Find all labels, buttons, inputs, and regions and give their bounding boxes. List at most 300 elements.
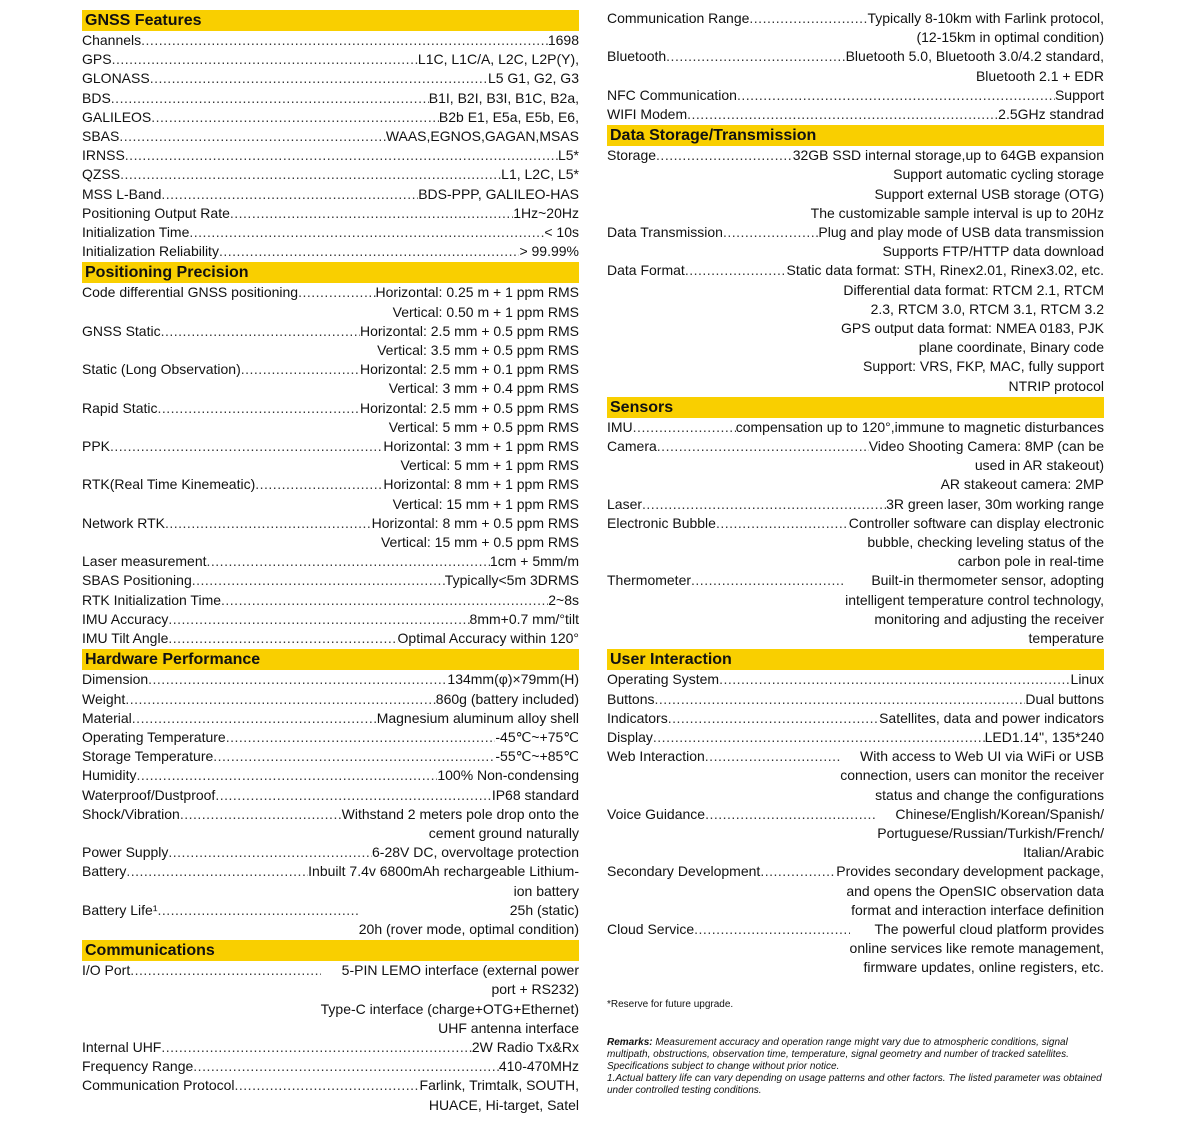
- spec-value-line: < 10s: [544, 224, 579, 241]
- dot-leader: [298, 283, 375, 302]
- spec-value-line: GPS output data format: NMEA 0183, PJK: [840, 320, 1104, 337]
- spec-label: Rapid Static: [82, 399, 158, 416]
- spec-value-line: cement ground naturally: [428, 824, 579, 841]
- spec-value-line: firmware updates, online registers, etc.: [863, 959, 1104, 976]
- dot-leader: [657, 437, 869, 456]
- spec-value: [736, 418, 1104, 437]
- spec-value: [495, 747, 579, 766]
- spec-value: [488, 69, 579, 88]
- spec-label: Waterproof/Dustproof: [82, 786, 216, 803]
- spec-row-battery: [82, 862, 579, 900]
- dot-leader: [219, 242, 519, 261]
- dot-leader: [656, 146, 793, 165]
- spec-value-line: 25h (static): [509, 901, 579, 918]
- spec-row-waterproof-dustproof: [82, 786, 579, 805]
- spec-label: Storage: [607, 147, 657, 164]
- spec-label: GALILEOS: [82, 108, 152, 125]
- dot-leader: [723, 223, 818, 242]
- spec-label: IMU Accuracy: [82, 610, 169, 627]
- spec-value-line: Differential data format: RTCM 2.1, RTCM: [843, 281, 1104, 298]
- spec-value-line: 3R green laser, 30m working range: [886, 495, 1104, 512]
- spec-value: [869, 437, 1104, 495]
- spec-row-initialization-time: [82, 223, 579, 242]
- spec-value-line: Support external USB storage (OTG): [874, 185, 1104, 202]
- spec-row-initialization-reliability: [82, 242, 579, 261]
- spec-value-line: Vertical: 0.50 m + 1 ppm RMS: [392, 303, 579, 320]
- spec-label: Camera: [607, 438, 657, 455]
- spec-value: [359, 901, 579, 939]
- dot-leader: [180, 805, 342, 824]
- spec-row-ppk: [82, 437, 579, 475]
- spec-row-communication-range: [607, 9, 1104, 47]
- spec-label: RTK(Real Time Kinemeatic): [82, 476, 256, 493]
- spec-row-network-rtk: [82, 514, 579, 552]
- spec-value: [849, 514, 1104, 572]
- dot-leader: [226, 728, 496, 747]
- spec-value: [846, 47, 1104, 85]
- spec-value: [490, 552, 579, 571]
- dot-leader: [719, 670, 1070, 689]
- dot-leader: [207, 552, 490, 571]
- spec-value: [377, 709, 579, 728]
- dot-leader: [213, 747, 495, 766]
- dot-leader: [125, 690, 435, 709]
- spec-value: [495, 728, 579, 747]
- spec-value-line: 2.5GHz standrad: [998, 106, 1104, 123]
- spec-value: [544, 223, 579, 242]
- spec-value: [1055, 86, 1104, 105]
- spec-value-line: 20h (rover mode, optimal condition): [358, 920, 579, 937]
- spec-value-line: Vertical: 15 mm + 1 ppm RMS: [392, 495, 579, 512]
- dot-leader: [642, 495, 886, 514]
- spec-row-imu: [607, 418, 1104, 437]
- spec-value-line: Satellites, data and power indicators: [879, 709, 1104, 726]
- dot-leader: [760, 862, 836, 881]
- spec-value: [398, 629, 579, 648]
- dot-leader: [749, 9, 867, 28]
- spec-value-line: Type-C interface (charge+OTG+Ethernet): [320, 1000, 579, 1017]
- dot-leader: [654, 690, 1025, 709]
- spec-label: Voice Guidance: [607, 805, 706, 822]
- spec-value: [1025, 690, 1104, 709]
- spec-row-battery-life: [82, 901, 579, 939]
- spec-label: Electronic Bubble: [607, 514, 716, 531]
- spec-label: Data Transmission: [607, 224, 723, 241]
- spec-value-line: Controller software can display electronic: [848, 514, 1104, 531]
- spec-label: Initialization Time: [82, 224, 190, 241]
- spec-label: Humidity: [82, 767, 137, 784]
- spec-label: Internal UHF: [82, 1038, 162, 1055]
- spec-row-laser-measurement: [82, 552, 579, 571]
- spec-value-line: Supports FTP/HTTP data download: [882, 243, 1104, 260]
- dot-leader: [157, 399, 359, 418]
- spec-value-line: 2W Radio Tx&Rx: [471, 1038, 579, 1055]
- footnote: *Reserve for future upgrade.: [607, 998, 734, 1010]
- spec-label: Channels: [82, 32, 142, 48]
- spec-value: [879, 709, 1104, 728]
- spec-value-line: Support automatic cycling storage: [893, 166, 1104, 183]
- spec-row-cloud-service: [607, 920, 1104, 978]
- spec-row-humidity: [82, 766, 579, 785]
- spec-value-line: > 99.99%: [519, 243, 579, 260]
- spec-value-line: ion battery: [513, 882, 579, 899]
- spec-value-line: 1698: [547, 32, 579, 48]
- spec-row-laser: [607, 495, 1104, 514]
- spec-value-line: Linux: [1070, 671, 1104, 688]
- spec-value-line: Bluetooth 5.0, Bluetooth 3.0/4.2 standard,: [845, 48, 1104, 65]
- spec-value-line: Horizontal: 0.25 m + 1 ppm RMS: [375, 284, 579, 301]
- spec-value: [376, 283, 579, 321]
- section-header-gnss-features: GNSS Features: [82, 10, 579, 31]
- dot-leader: [161, 322, 360, 341]
- spec-label: QZSS: [82, 166, 121, 183]
- dot-leader: [694, 920, 849, 939]
- spec-label: I/O Port: [82, 962, 131, 979]
- spec-value-line: 860g (battery included): [435, 690, 579, 707]
- spec-value: [1071, 670, 1104, 689]
- spec-label: Battery Life¹: [82, 901, 158, 918]
- spec-value-line: connection, users can monitor the receiver: [840, 767, 1104, 784]
- spec-row-mss-l-band: [82, 185, 579, 204]
- spec-row-qzss: [82, 165, 579, 184]
- spec-value: [513, 204, 579, 223]
- spec-label: Weight: [82, 690, 126, 707]
- dot-leader: [705, 805, 877, 824]
- spec-value-line: B1I, B2I, B3I, B1C, B2a,: [428, 89, 579, 106]
- spec-row-rapid-static: [82, 399, 579, 437]
- spec-value-line: 410-470MHz: [498, 1058, 579, 1075]
- spec-row-internal-uhf: [82, 1038, 579, 1057]
- spec-label: Data Format: [607, 262, 685, 279]
- spec-value: [308, 862, 579, 900]
- spec-row-data-transmission: [607, 223, 1104, 261]
- spec-label: Positioning Output Rate: [82, 204, 230, 221]
- spec-row-power-supply: [82, 843, 579, 862]
- spec-value-line: Horizontal: 2.5 mm + 0.1 ppm RMS: [359, 361, 579, 378]
- spec-value: [445, 571, 579, 590]
- spec-row-storage: [607, 146, 1104, 223]
- spec-value-line: Dual buttons: [1025, 690, 1104, 707]
- spec-row-operating-temperature: [82, 728, 579, 747]
- spec-label: IRNSS: [82, 147, 125, 164]
- spec-label: RTK Initialization Time: [82, 591, 222, 608]
- spec-value: [519, 242, 579, 261]
- spec-label: WIFI Modem: [607, 106, 688, 123]
- spec-row-imu-tilt-angle: [82, 629, 579, 648]
- spec-label: Initialization Reliability: [82, 243, 219, 260]
- spec-value-line: B2b E1, E5a, E5b, E6,: [438, 108, 579, 125]
- spec-value-line: Provides secondary development package,: [836, 863, 1104, 880]
- dot-leader: [653, 728, 985, 747]
- spec-value-line: compensation up to 120°,immune to magnetic disturbances: [735, 418, 1104, 435]
- remarks-label: Remarks:: [607, 1036, 653, 1048]
- spec-label: MSS L-Band: [82, 185, 162, 202]
- spec-value: [436, 690, 579, 709]
- spec-value-line: Vertical: 5 mm + 0.5 ppm RMS: [388, 418, 579, 435]
- spec-row-channels: [82, 31, 579, 50]
- spec-value-line: Support: VRS, FKP, MAC, fully support: [863, 358, 1104, 375]
- spec-label: Thermometer: [607, 572, 692, 589]
- spec-value: [548, 591, 579, 610]
- spec-value-line: 2~8s: [548, 591, 579, 608]
- spec-value-line: Horizontal: 8 mm + 0.5 ppm RMS: [371, 514, 579, 531]
- spec-row-operating-system: [607, 670, 1104, 689]
- spec-value: [472, 1038, 579, 1057]
- dot-leader: [192, 571, 445, 590]
- spec-value-line: L1, L2C, L5*: [501, 166, 579, 183]
- spec-value-line: 1cm + 5mm/m: [489, 553, 579, 570]
- dot-leader: [685, 261, 787, 280]
- spec-label: Static (Long Observation): [82, 361, 241, 378]
- spec-row-material: [82, 709, 579, 728]
- spec-label: IMU Tilt Angle: [82, 630, 169, 647]
- spec-label: Shock/Vibration: [82, 805, 180, 822]
- spec-value: [372, 843, 579, 862]
- spec-value: [548, 31, 579, 50]
- spec-value-line: 8mm+0.7 mm/°tilt: [469, 610, 579, 627]
- dot-leader: [666, 47, 845, 66]
- dot-leader: [235, 1076, 420, 1095]
- spec-value-line: NTRIP protocol: [1008, 377, 1104, 394]
- spec-value-line: 6-28V DC, overvoltage protection: [372, 844, 579, 861]
- spec-value-line: (12-15km in optimal condition): [916, 29, 1104, 46]
- spec-value-line: bubble, checking leveling status of the: [867, 534, 1104, 551]
- spec-value-line: L1C, L1C/A, L2C, L2P(Y),: [417, 51, 579, 68]
- spec-label: NFC Communication: [607, 86, 737, 103]
- spec-value-line: and opens the OpenSIC observation data: [846, 882, 1104, 899]
- dot-leader: [126, 862, 308, 881]
- spec-value-line: Static data format: STH, Rinex2.01, Rinex3.02, etc.: [786, 262, 1104, 279]
- spec-value: [429, 89, 579, 108]
- spec-value: [418, 185, 579, 204]
- spec-value: [501, 165, 579, 184]
- spec-value-line: -55℃~+85℃: [495, 748, 579, 765]
- spec-value-line: The customizable sample interval is up to 20Hz: [810, 204, 1104, 221]
- spec-row-imu-accuracy: [82, 610, 579, 629]
- spec-label: GLONASS: [82, 70, 150, 87]
- spec-value: [818, 223, 1104, 261]
- dot-leader: [716, 514, 849, 533]
- spec-value-line: format and interaction interface definition: [851, 901, 1104, 918]
- spec-value: [386, 127, 579, 146]
- spec-row-galileos: [82, 108, 579, 127]
- spec-value-line: intelligent temperature control technology,: [845, 591, 1104, 608]
- spec-row-display: [607, 728, 1104, 747]
- spec-value-line: UHF antenna interface: [438, 1019, 579, 1036]
- section-header-positioning-precision: Positioning Precision: [82, 262, 579, 283]
- dot-leader: [110, 437, 383, 456]
- dot-leader: [241, 360, 360, 379]
- dot-leader: [130, 961, 320, 980]
- spec-value-line: Vertical: 15 mm + 0.5 ppm RMS: [380, 534, 579, 551]
- spec-row-sbas: [82, 127, 579, 146]
- spec-value: [447, 670, 579, 689]
- spec-value-line: Magnesium aluminum alloy shell: [376, 709, 579, 726]
- spec-value-line: Horizontal: 3 mm + 1 ppm RMS: [383, 438, 579, 455]
- spec-label: Network RTK: [82, 514, 165, 531]
- spec-value: [492, 786, 579, 805]
- spec-value: [850, 920, 1104, 978]
- spec-value-line: IP68 standard: [491, 786, 579, 803]
- spec-row-data-format: [607, 261, 1104, 395]
- spec-row-buttons: [607, 690, 1104, 709]
- spec-row-irnss: [82, 146, 579, 165]
- dot-leader: [141, 31, 548, 50]
- spec-label: Material: [82, 709, 132, 726]
- spec-row-storage-temperature: [82, 747, 579, 766]
- spec-value: [420, 1076, 579, 1114]
- spec-value-line: Typically<5m 3DRMS: [444, 572, 579, 589]
- dot-leader: [189, 223, 544, 242]
- spec-row-rtk-initialization-time: [82, 591, 579, 610]
- dot-leader: [165, 514, 372, 533]
- dot-leader: [687, 105, 998, 124]
- spec-value: [558, 146, 579, 165]
- spec-value-line: Horizontal: 8 mm + 1 ppm RMS: [383, 476, 579, 493]
- spec-value-line: 100% Non-condensing: [437, 767, 579, 784]
- spec-label: PPK: [82, 438, 111, 455]
- spec-label: IMU: [607, 418, 633, 435]
- spec-value-line: Inbuilt 7.4v 6800mAh rechargeable Lithium-: [308, 863, 579, 880]
- spec-row-static-long-observation: [82, 360, 579, 398]
- dot-leader: [737, 86, 1055, 105]
- spec-value-line: Optimal Accuracy within 120°: [397, 630, 579, 647]
- right-spec-column: [607, 9, 1104, 1097]
- spec-label: GNSS Static: [82, 322, 161, 339]
- dot-leader: [157, 901, 358, 920]
- remarks: [607, 1037, 1104, 1097]
- spec-value: [867, 9, 1104, 47]
- spec-value: [418, 50, 579, 69]
- spec-value: [437, 766, 579, 785]
- spec-label: Code differential GNSS positioning: [82, 284, 299, 301]
- section-header-user-interaction: User Interaction: [607, 649, 1104, 670]
- spec-label: Display: [607, 728, 653, 745]
- spec-value-line: monitoring and adjusting the receiver: [874, 610, 1104, 627]
- dot-leader: [151, 108, 439, 127]
- spec-value-line: Video Shooting Camera: 8MP (can be: [868, 438, 1104, 455]
- section-header-data-storage-transmission: Data Storage/Transmission: [607, 125, 1104, 146]
- spec-label: Cloud Service: [607, 920, 695, 937]
- spec-label: Frequency Range: [82, 1058, 194, 1075]
- spec-value: [383, 437, 579, 475]
- spec-value: [499, 1057, 579, 1076]
- left-spec-column: [82, 9, 579, 1115]
- spec-row-sbas-positioning: [82, 571, 579, 590]
- spec-label: Web Interaction: [607, 748, 705, 765]
- spec-label: Secondary Development: [607, 863, 761, 880]
- spec-value: [360, 399, 579, 437]
- spec-label: Communication Protocol: [82, 1077, 235, 1094]
- spec-value-line: With access to Web UI via WiFi or USB: [859, 748, 1104, 765]
- spec-row-nfc-communication: [607, 86, 1104, 105]
- spec-value-line: status and change the configurations: [875, 786, 1104, 803]
- spec-value-line: Support: [1054, 86, 1104, 103]
- spec-label: Communication Range: [607, 10, 750, 26]
- spec-value-line: Chinese/English/Korean/Spanish/: [895, 805, 1104, 822]
- spec-value-line: used in AR stakeout): [974, 457, 1104, 474]
- section-header-hardware-performance: Hardware Performance: [82, 649, 579, 670]
- dot-leader: [125, 146, 558, 165]
- spec-row-bds: [82, 89, 579, 108]
- spec-value: [470, 610, 579, 629]
- remarks-note: 1.Actual battery life can vary depending on usage patterns and other factors. The listed parameter was obtained under controlled testing conditions.: [607, 1072, 1102, 1096]
- spec-value-line: 2.3, RTCM 3.0, RTCM 3.1, RTCM 3.2: [870, 300, 1104, 317]
- spec-row-wifi-modem: [607, 105, 1104, 124]
- spec-value-line: Horizontal: 2.5 mm + 0.5 ppm RMS: [359, 322, 579, 339]
- spec-label: Indicators: [607, 709, 668, 726]
- spec-value-line: 32GB SSD internal storage,up to 64GB expansion: [792, 147, 1104, 164]
- spec-value-line: The powerful cloud platform provides: [874, 920, 1104, 937]
- dot-leader: [120, 165, 501, 184]
- dot-leader: [119, 127, 385, 146]
- spec-row-secondary-development: [607, 862, 1104, 920]
- spec-value: [998, 105, 1104, 124]
- dot-leader: [136, 766, 437, 785]
- spec-value-line: Built-in thermometer sensor, adopting: [871, 572, 1104, 589]
- spec-value-line: AR stakeout camera: 2MP: [940, 476, 1104, 493]
- spec-value-line: online services like remote management,: [849, 940, 1104, 957]
- spec-value-line: Withstand 2 meters pole drop onto the: [341, 805, 579, 822]
- spec-row-weight: [82, 690, 579, 709]
- spec-value: [840, 747, 1104, 805]
- spec-row-thermometer: [607, 571, 1104, 648]
- spec-value: [877, 805, 1104, 863]
- spec-label: Operating Temperature: [82, 728, 226, 745]
- spec-row-frequency-range: [82, 1057, 579, 1076]
- spec-label: Power Supply: [82, 844, 169, 861]
- spec-label: Bluetooth: [607, 48, 667, 65]
- spec-label: Buttons: [607, 690, 655, 707]
- spec-value-line: L5 G1, G2, G3: [487, 70, 579, 87]
- spec-label: Battery: [82, 863, 127, 880]
- spec-value: [985, 728, 1104, 747]
- spec-row-bluetooth: [607, 47, 1104, 85]
- spec-value-line: -45℃~+75℃: [495, 728, 579, 745]
- dot-leader: [168, 610, 469, 629]
- dot-leader: [150, 69, 488, 88]
- spec-value-line: Typically 8-10km with Farlink protocol,: [867, 10, 1104, 26]
- remarks-text: Measurement accuracy and operation range might vary due to atmospheric conditions, signal multipath, obstructions, observation time, temperature, signal geometry and number of tracked satellites. Specifications subject to change without prior notice.: [607, 1036, 1069, 1072]
- dot-leader: [193, 1057, 499, 1076]
- spec-value-line: Vertical: 5 mm + 1 ppm RMS: [400, 457, 579, 474]
- spec-row-communication-protocol: [82, 1076, 579, 1114]
- spec-value: [360, 322, 579, 360]
- dot-leader: [255, 475, 383, 494]
- spec-row-web-interaction: [607, 747, 1104, 805]
- spec-value-line: Plug and play mode of USB data transmission: [818, 224, 1104, 241]
- section-header-communications: Communications: [82, 940, 579, 961]
- spec-row-camera: [607, 437, 1104, 495]
- spec-row-gnss-static: [82, 322, 579, 360]
- dot-leader: [112, 50, 418, 69]
- spec-value-line: Vertical: 3 mm + 0.4 ppm RMS: [388, 380, 579, 397]
- dot-leader: [215, 786, 492, 805]
- spec-value: [372, 514, 579, 552]
- dot-leader: [111, 89, 429, 108]
- spec-value: [845, 571, 1104, 648]
- spec-row-code-differential-gnss-positioning: [82, 283, 579, 321]
- spec-row-rtk-real-time-kinemeatic: [82, 475, 579, 513]
- dot-leader: [161, 185, 418, 204]
- spec-value-line: port + RS232): [491, 981, 579, 998]
- spec-value-line: 5-PIN LEMO interface (external power: [341, 962, 579, 979]
- spec-value: [383, 475, 579, 513]
- spec-value-line: plane coordinate, Binary code: [918, 339, 1104, 356]
- spec-label: Storage Temperature: [82, 748, 214, 765]
- dot-leader: [691, 571, 845, 590]
- spec-value: [836, 862, 1104, 920]
